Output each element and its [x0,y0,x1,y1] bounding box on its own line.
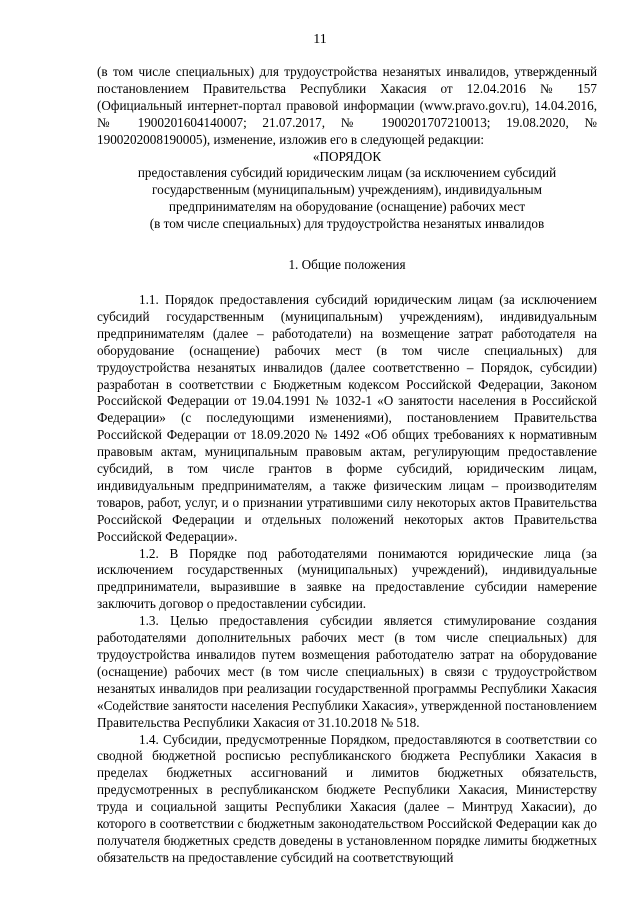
title-line: «ПОРЯДОК [312,148,382,164]
paragraph-1-3: 1.3. Целью предоставления субсидии является стимулирование создания работодателями дополнительных рабочих мест (в том числе специальных) для трудоустройства инвалидов путем возмещения работодателю затрат на оборудование (оснащение) рабочих мест (в том числе специальных) в связи с трудоустройством незанятых инвалидов при реализации государственной программы Республики Хакасия «Содействие занятости населения Республики Хакасия», утвержденной постановлением Правительства Республики Хакасия от 31.10.2018 № 518. [97,613,597,730]
title-line: государственным (муниципальным) учреждениям), индивидуальным [152,182,542,198]
page-number: 11 [313,32,327,47]
section-heading: 1. Общие положения [288,257,406,273]
paragraph-1-1: 1.1. Порядок предоставления субсидий юридическим лицам (за исключением субсидий государственным (муниципальным) учреждениям), индивидуальным предпринимателям (далее – работодатели) на возмещение затрат работодателя на оборудование (оснащение) рабочих мест (в том числе специальных) для трудоустройства незанятых инвалидов (далее соответственно – Порядок, субсидии) разработан в соответствии с Бюджетным кодексом Российской Федерации, Законом Российской Федерации от 19.04.1991 № 1032-1 «О занятости населения в Российской Федерации» (с последующими изменениями), постановлением Правительства Российской Федерации от 18.09.2020 № 1492 «Об общих требованиях к нормативным правовым актам, муниципальным правовым актам, регулирующим предоставление субсидий, в том числе грантов в форме субсидий, юридическим лицам, индивидуальным предпринимателям, а также физическим лицам – производителям товаров, работ, услуг, и о признании утратившими силу некоторых актов Правительства Российской Федерации и отдельных положений некоторых актов Правительства Российской Федерации». [97,291,597,544]
title-line: (в том числе специальных) для трудоустройства незанятых инвалидов [149,216,545,232]
paragraph-1-4: 1.4. Субсидии, предусмотренные Порядком, предоставляются в соответствии со сводной бюджетной росписью республиканского бюджета Республики Хакасия в пределах бюджетных ассигнований и лимитов бюджетных обязательств, предусмотренных в республиканском бюджете Республики Хакасия, Министерству труда и социальной защиты Республики Хакасия (далее – Минтруд Хакасии), до которого в соответствии с бюджетным законодательством Российской Федерации как до получателя бюджетных средств доведены в установленном порядке лимиты бюджетных обязательств на предоставление субсидий на соответствующий [97,731,597,865]
title-line: предоставления субсидий юридическим лицам (за исключением субсидий [137,165,557,181]
intro-paragraph: (в том числе специальных) для трудоустройства незанятых инвалидов, утвержденный постановлением Правительства Республики Хакасия от 12.04.2016 № 157 (Официальный интернет-портал правовой информации (www.pravo.gov.ru), 14.04.2016, № 1900201604140007; 21.07.2017, № 1900201707210013; 19.08.2020, № 1900202008190005), изменение, изложив его в следующей редакции: [97,64,597,147]
document-body [97,64,597,867]
paragraph-1-2: 1.2. В Порядке под работодателями понимаются юридические лица (за исключением государственных (муниципальных) учреждений), индивидуальные предприниматели, выразившие в заявке на предоставление субсидии намерение заключить договор о предоставлении субсидии. [97,545,597,612]
document-title [97,149,597,234]
title-line: предпринимателям на оборудование (оснащение) рабочих мест [168,199,526,215]
